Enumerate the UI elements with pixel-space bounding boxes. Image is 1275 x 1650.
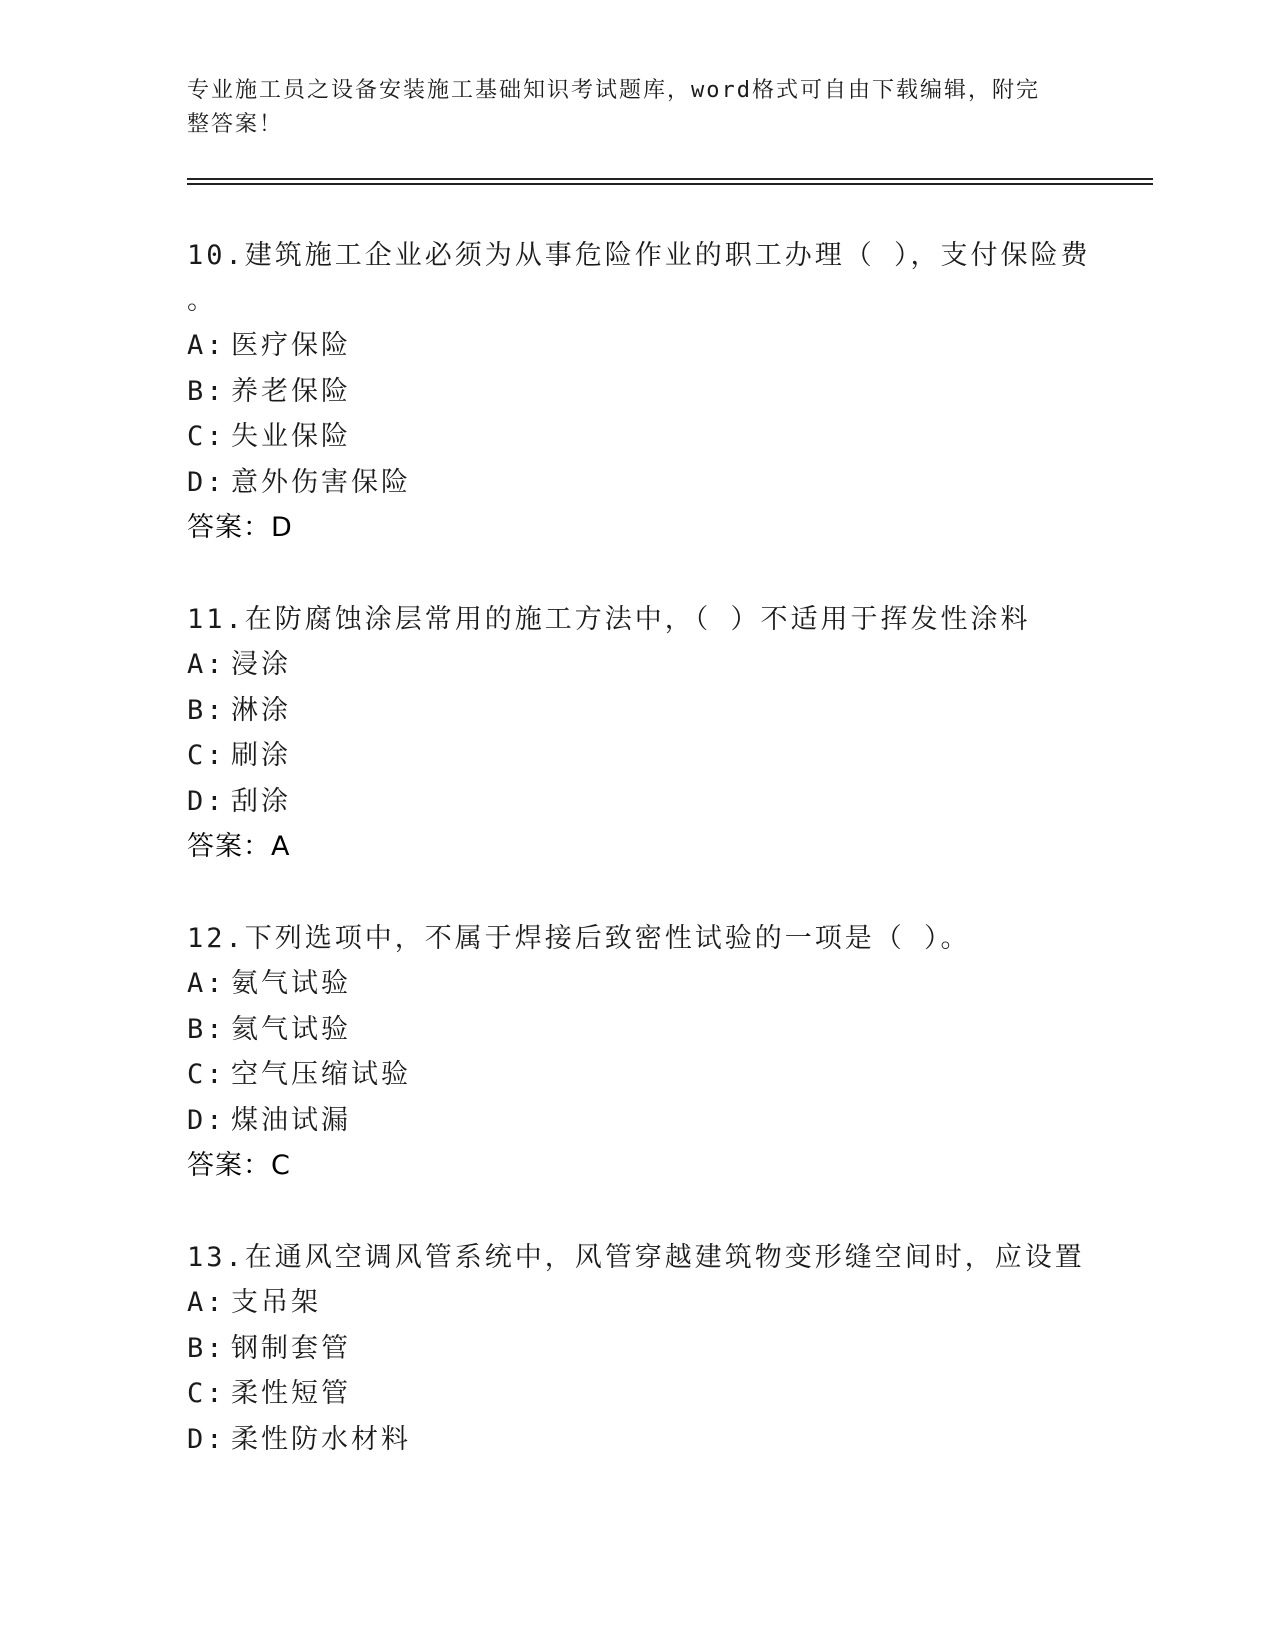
option-letter: D: — [187, 785, 226, 817]
option-d — [187, 1098, 1127, 1144]
option-d — [187, 779, 1127, 825]
option-text: 刮涂 — [231, 785, 291, 817]
option-text: 空气压缩试验 — [231, 1059, 411, 1090]
option-b — [187, 688, 1127, 734]
option-text: 钢制套管 — [231, 1332, 351, 1364]
answer-line: 答案：A — [187, 831, 291, 862]
option-letter: B: — [187, 1013, 226, 1045]
option-letter: D: — [187, 466, 226, 498]
document-header — [187, 74, 1067, 142]
option-letter: A: — [187, 1287, 226, 1318]
option-a — [187, 961, 1127, 1007]
option-letter: A: — [187, 649, 226, 680]
question-stem-continuation: 。 — [187, 285, 214, 316]
option-b — [187, 1326, 1127, 1372]
option-a — [187, 642, 1127, 688]
option-letter: D: — [187, 1104, 226, 1136]
option-text: 养老保险 — [231, 375, 351, 407]
option-c — [187, 414, 1127, 460]
option-a — [187, 323, 1127, 369]
answer-line: 答案：D — [187, 512, 293, 543]
option-letter: A: — [187, 968, 226, 999]
option-text: 失业保险 — [231, 421, 351, 452]
option-text: 医疗保险 — [231, 330, 351, 361]
option-text: 支吊架 — [231, 1287, 321, 1318]
option-text: 氦气试验 — [231, 1013, 351, 1045]
option-letter: B: — [187, 694, 226, 726]
option-text: 淋涂 — [231, 694, 291, 726]
option-text: 煤油试漏 — [231, 1104, 351, 1136]
option-text: 刷涂 — [231, 740, 291, 771]
question-10 — [187, 233, 1127, 550]
option-c — [187, 733, 1127, 779]
answer-line: 答案：C — [187, 1150, 291, 1181]
option-letter: A: — [187, 330, 226, 361]
option-letter: D: — [187, 1423, 226, 1455]
option-text: 意外伤害保险 — [231, 466, 411, 498]
question-12 — [187, 916, 1127, 1188]
option-b — [187, 369, 1127, 415]
question-stem: 13.在通风空调风管系统中，风管穿越建筑物变形缝空间时，应设置 — [187, 1242, 1085, 1273]
option-letter: B: — [187, 375, 226, 407]
option-text: 柔性短管 — [231, 1378, 351, 1409]
option-a — [187, 1280, 1127, 1326]
option-letter: C: — [187, 421, 226, 452]
question-stem: 11.在防腐蚀涂层常用的施工方法中，（ ）不适用于挥发性涂料 — [187, 604, 1031, 635]
question-13 — [187, 1235, 1127, 1462]
header-line-1: 专业施工员之设备安装施工基础知识考试题库，word格式可自由下载编辑，附完 — [187, 78, 1040, 103]
header-divider-top — [187, 178, 1153, 180]
option-letter: C: — [187, 740, 226, 771]
option-letter: C: — [187, 1059, 226, 1090]
option-d — [187, 460, 1127, 506]
option-b — [187, 1007, 1127, 1053]
option-d — [187, 1417, 1127, 1463]
option-c — [187, 1371, 1127, 1417]
question-stem: 10.建筑施工企业必须为从事危险作业的职工办理（ ），支付保险费 — [187, 240, 1091, 271]
option-text: 浸涂 — [231, 649, 291, 680]
question-stem: 12.下列选项中，不属于焊接后致密性试验的一项是（ ）。 — [187, 923, 971, 954]
header-line-2: 整答案！ — [187, 112, 284, 137]
header-divider-bottom — [187, 183, 1153, 185]
option-c — [187, 1052, 1127, 1098]
option-letter: C: — [187, 1378, 226, 1409]
option-text: 柔性防水材料 — [231, 1423, 411, 1455]
question-11 — [187, 597, 1127, 869]
option-text: 氨气试验 — [231, 968, 351, 999]
option-letter: B: — [187, 1332, 226, 1364]
